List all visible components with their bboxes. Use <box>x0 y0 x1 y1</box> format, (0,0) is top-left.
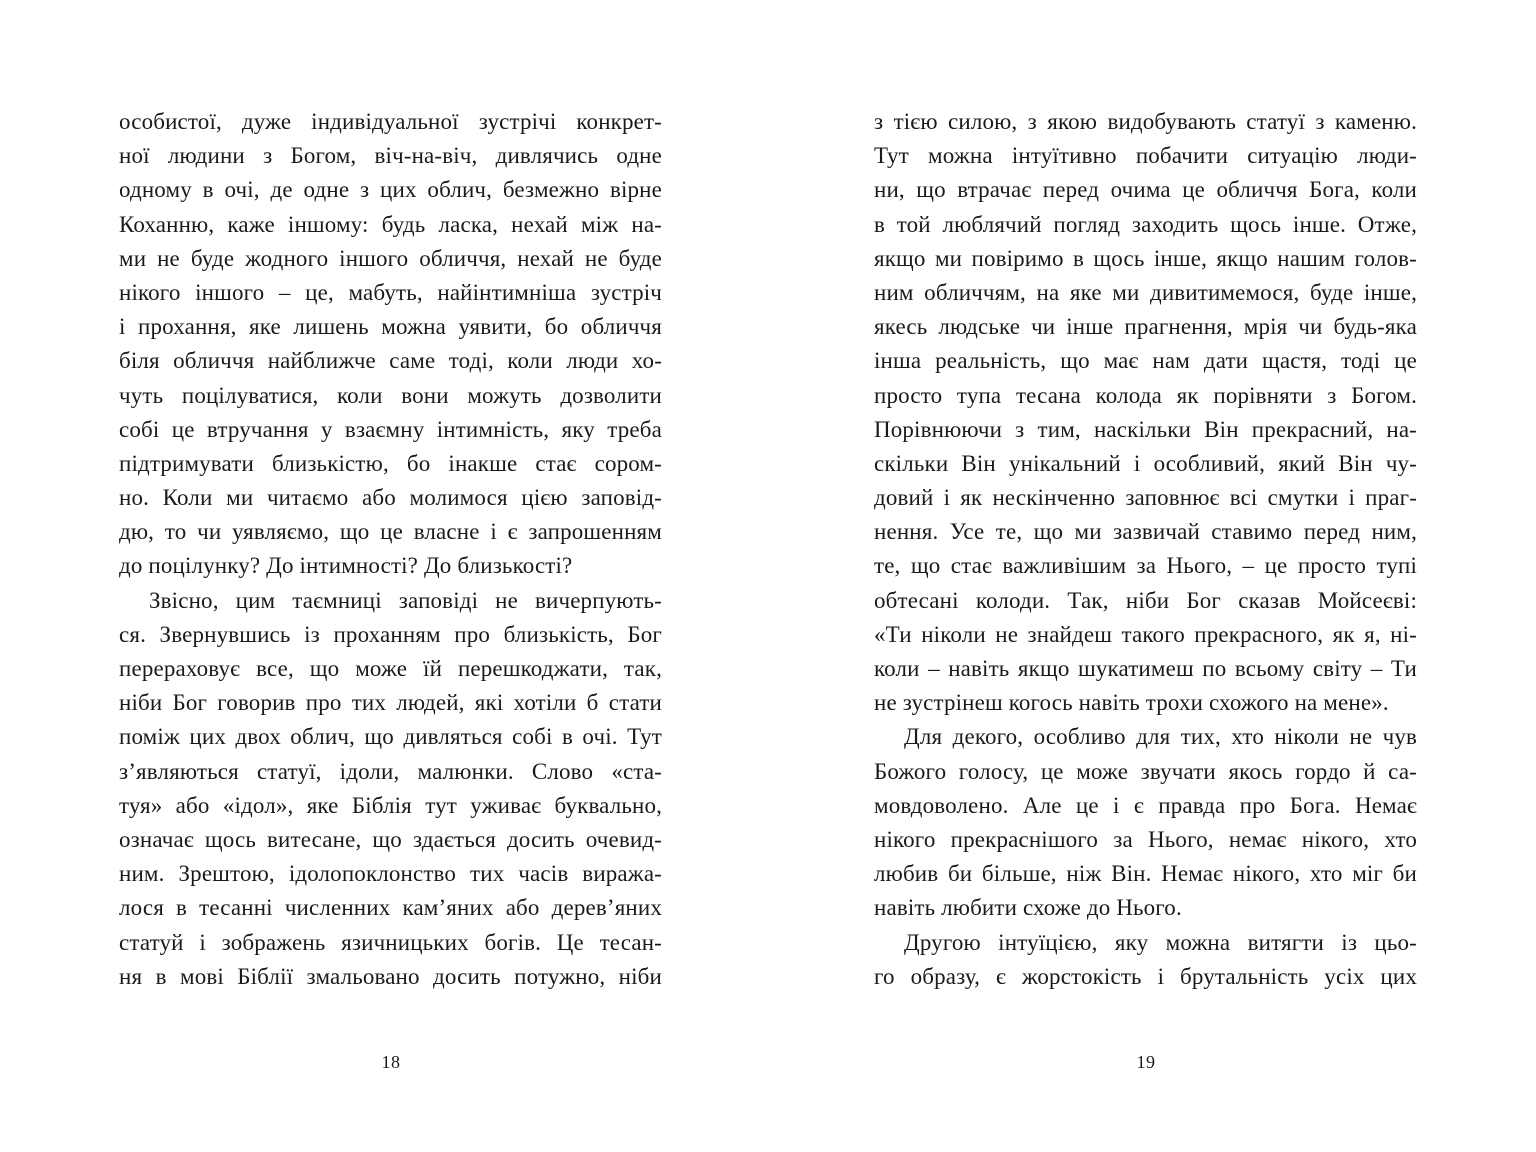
text-line: і прохання, яке лишень можна уявити, бо обличчя <box>119 314 662 340</box>
text-line: перераховує все, що може їй перешкоджати, так, <box>119 656 662 681</box>
text-line: обтесані колоди. Так, ніби Бог сказав Мойсеєві: <box>874 587 1417 613</box>
text-line: те, що стає важливішим за Нього, – це просто тупі <box>874 553 1417 579</box>
text-line: Порівнюючи з тим, наскільки Він прекрасний, на- <box>874 416 1417 442</box>
right-page-number: 19 <box>1136 1052 1156 1072</box>
text-line: коли – навіть якщо шукатимеш по всьому світу – Ти <box>874 656 1417 681</box>
text-line: з тією силою, з якою видобувають статуї з каменю. <box>874 109 1417 134</box>
text-line: ним обличчям, на яке ми дивитимемося, буде інше, <box>874 279 1417 305</box>
text-line: го образу, є жорстокість і брутальність усіх цих <box>874 963 1417 989</box>
text-line: чуть поцілуватися, коли вони можуть дозволити <box>119 382 662 408</box>
text-line: не зустрінеш когось навіть трохи схожого на мене». <box>874 690 1389 716</box>
text-line: Божого голосу, це може звучати якось гордо й са- <box>874 758 1417 784</box>
text-line: поміж цих двох облич, що дивляться собі в очі. Тут <box>119 724 662 750</box>
text-line: підтримувати близькістю, бо інакше стає сором- <box>119 450 662 476</box>
text-line: до поцілунку? До інтимності? До близькості? <box>119 553 573 579</box>
text-line: собі це втручання у взаємну інтимність, яку треба <box>119 416 662 442</box>
text-line: в той люблячий погляд заходить щось інше. Отже, <box>874 211 1417 237</box>
text-line: навіть любити схоже до Нього. <box>874 895 1182 921</box>
text-line: статуй і зображень язичницьких богів. Це тесан- <box>119 929 662 955</box>
text-line: мовдоволено. Але це і є правда про Бога. Немає <box>874 792 1417 818</box>
text-line: особистої, дуже індивідуальної зустрічі конкрет- <box>119 109 662 134</box>
left-page-number: 18 <box>381 1052 401 1072</box>
text-line: ніби Бог говорив про тих людей, які хотіли б стати <box>119 690 662 716</box>
text-line: якесь людське чи інше прагнення, мрія чи будь-яка <box>874 314 1417 340</box>
text-line: ним. Зрештою, ідолопоклонство тих часів виража- <box>119 861 662 887</box>
text-line: якщо ми повіримо в щось інше, якщо нашим голов- <box>874 245 1417 271</box>
text-line: ся. Звернувшись із проханням про близькість, Бог <box>119 621 662 647</box>
text-line: означає щось витесане, що здається досить очевид- <box>119 826 662 852</box>
text-line: нікого іншого – це, мабуть, найінтимніша зустріч <box>119 279 662 305</box>
text-line: ни, що втрачає перед очима це обличчя Бога, коли <box>874 177 1417 203</box>
left-page-text <box>119 105 662 994</box>
text-line: любив би більше, ніж Він. Немає нікого, хто міг би <box>874 861 1417 887</box>
text-line: ної людини з Богом, віч-на-віч, дивлячись одне <box>119 143 662 169</box>
right-page-text <box>874 105 1417 994</box>
text-line: Другою інтуїцією, яку можна витягти із цьо- <box>904 929 1417 955</box>
text-line: ня в мові Біблії змальовано досить потужно, ніби <box>119 963 662 989</box>
text-line: ми не буде жодного іншого обличчя, нехай не буде <box>119 245 662 271</box>
text-line: довий і як нескінченно заповнює всі смутки і праг- <box>874 485 1417 511</box>
text-line: Коханню, каже іншому: будь ласка, нехай між на- <box>119 211 662 237</box>
right-page <box>768 0 1536 1152</box>
text-line: скільки Він унікальний і особливий, який Він чу- <box>874 450 1417 476</box>
text-line: «Ти ніколи не знайдеш такого прекрасного, як я, ні- <box>874 621 1417 647</box>
text-line: туя» або «ідол», яке Біблія тут уживає буквально, <box>119 792 662 818</box>
text-line: лося в тесанні численних кам’яних або дерев’яних <box>119 895 662 921</box>
text-line: Для декого, особливо для тих, хто ніколи не чув <box>904 724 1417 750</box>
text-line: но. Коли ми читаємо або молимося цією заповід- <box>119 485 662 511</box>
text-line: інша реальність, що має нам дати щастя, тоді це <box>874 348 1417 374</box>
text-line: просто тупа тесана колода як порівняти з Богом. <box>874 382 1417 408</box>
text-line: нення. Усе те, що ми зазвичай ставимо перед ним, <box>874 519 1417 545</box>
text-line: з’являються статуї, ідоли, малюнки. Слово «ста- <box>119 758 662 784</box>
text-line: Звісно, цим таємниці заповіді не вичерпують- <box>149 587 662 613</box>
text-line: Тут можна інтуїтивно побачити ситуацію люди- <box>874 143 1417 169</box>
text-line: одному в очі, де одне з цих облич, безмежно вірне <box>119 177 662 203</box>
text-line: дю, то чи уявляємо, що це власне і є запрошенням <box>119 519 662 545</box>
text-line: біля обличчя найближче саме тоді, коли люди хо- <box>119 348 662 374</box>
text-line: нікого прекраснішого за Нього, немає нікого, хто <box>874 826 1417 852</box>
